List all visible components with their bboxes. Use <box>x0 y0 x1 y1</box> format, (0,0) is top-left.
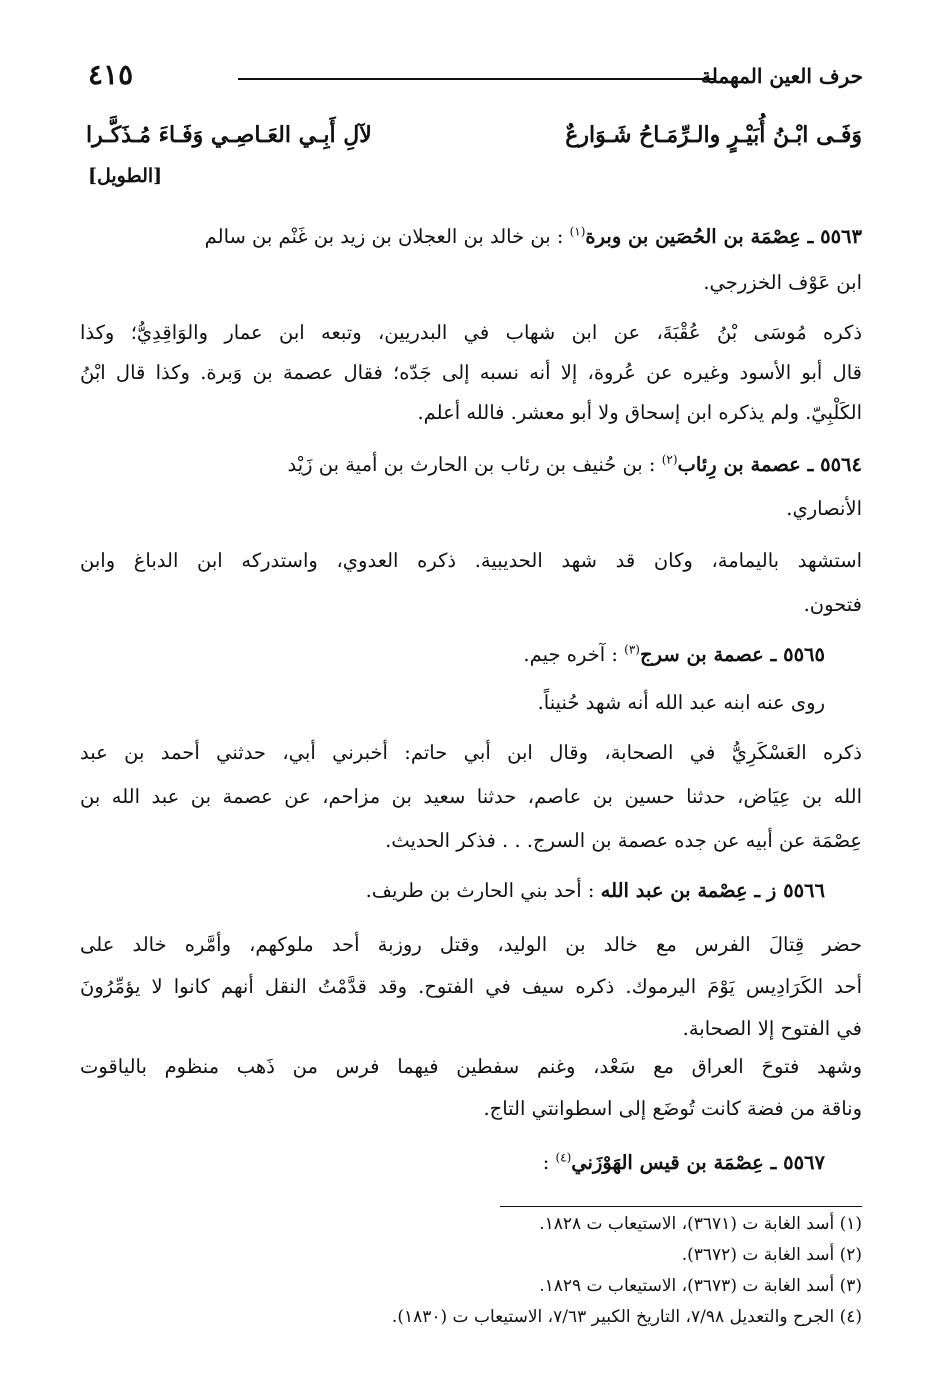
entry-5567-line-1 <box>80 1148 825 1180</box>
verse-hemistich-second: لآلِ أَبِـي العَـاصِـي وَفَـاءَ مُـذَكَّـرا <box>86 122 372 148</box>
entry-5567-colon: : <box>542 1151 556 1174</box>
entry-5566-para-1-line-3: في الفتوح إلا الصحابة. <box>682 1017 862 1040</box>
page-header <box>88 58 863 98</box>
footnote-3: (٣) أسد الغابة ت (٣٦٧٣)، الاستيعاب ت ١٨٢٩. <box>539 1276 862 1296</box>
entry-5563-lineage: : بن خالد بن العجلان بن زيد بن غَنْم بن سالم <box>204 225 570 248</box>
entry-5565-para-2-line-3: عِصْمَة عن أبيه عن جده عصمة بن السرج. . . فذكر الحديث. <box>385 829 862 852</box>
entry-5563-para-line-3: الكَلْبِيّ. ولم يذكره ابن إسحاق ولا أبو معشر. فالله أعلم. <box>417 401 862 424</box>
entry-5564-line-1 <box>80 450 862 482</box>
entry-5565-para-1: روى عنه ابنه عبد الله أنه شهد حُنيناً. <box>537 691 825 714</box>
entry-5564-lineage: : بن حُنيف بن رئاب بن الحارث بن أمية بن زَيْد <box>287 453 662 476</box>
footnote-2: (٢) أسد الغابة ت (٣٦٧٢). <box>681 1245 862 1265</box>
running-title: حرف العين المهملة <box>701 64 863 88</box>
entry-5565-heading: ٥٥٦٥ ـ عصمة بن سرج <box>639 643 825 666</box>
entry-5566-para-1-line-1: حضر قِتالَ الفرس مع خالد بن الوليد، وقتل روزبة أحد ملوكهم، وأمَّره خالد على <box>80 933 862 956</box>
entry-5566-line-1 <box>80 876 825 908</box>
entry-5564-para-line-2: فتحون. <box>803 593 862 616</box>
entry-5563-heading: ٥٥٦٣ ـ عِصْمَة بن الحُصَين بن وبرة <box>585 225 862 248</box>
entry-5566-para-1-line-2: أحد الكَرَادِيس يَوْمَ اليرموك. ذكره سيف في الفتوح. وقد قدَّمْتُ النقل أنهم كانوا لا يؤمِّرُونَ <box>80 975 862 998</box>
entry-5565-note: : آخره جيم. <box>523 643 625 666</box>
entry-5563-para-line-2: قال أبو الأسود وغيره عن عُروة، إلا أنه نسبه إلى جَدّه؛ فقال عصمة بن وَبرة. وكذا قال ابْنُ <box>80 361 862 384</box>
entry-5565-para-2-line-1: ذكره العَسْكَرِيُّ في الصحابة، وقال ابن أبي حاتم: أخبرني أبي، حدثني أحمد بن عبد <box>80 741 862 764</box>
entry-5566-para-2-line-2: وناقة من فضة كانت تُوضَع إلى اسطوانتي التاج. <box>483 1097 862 1120</box>
entry-5566-heading: ٥٥٦٦ ز ـ عِصْمة بن عبد الله <box>600 879 825 902</box>
entry-5564-heading: ٥٥٦٤ ـ عصمة بن رِئاب <box>677 453 862 476</box>
entry-5563-line-1 <box>80 222 862 254</box>
footnote-rule <box>500 1206 862 1207</box>
entry-5565-para-2-line-2: الله بن عِيَاض، حدثنا حسين بن عاصم، حدثنا سعيد بن مزاحم، عن عصمة بن عبد الله بن <box>80 785 862 808</box>
footnote-ref-2: (٢) <box>661 452 678 467</box>
header-rule <box>238 78 715 80</box>
footnote-ref-4: (٤) <box>555 1150 572 1165</box>
entry-5564-para-line-1: استشهد باليمامة، وكان قد شهد الحديبية. ذكره العدوي، واستدركه ابن الدباغ وابن <box>80 549 862 572</box>
footnote-ref-3: (٣) <box>624 642 640 657</box>
verse-hemistich-first: وَفَـى ابْـنُ أُبَيْـرٍ والـرِّمَـاحُ شَـوَارعٌ <box>565 122 862 148</box>
entry-5563-para-line-1: ذكره مُوسَى بْنُ عُقْبَةَ، عن ابن شهاب في البدريين، وتبعه ابن عمار والوَاقِدِيُّ؛ وكذا <box>80 321 862 344</box>
verse-meter: [الطويل] <box>88 165 163 187</box>
footnote-1: (١) أسد الغابة ت (٣٦٧١)، الاستيعاب ت ١٨٢٨. <box>539 1214 862 1234</box>
footnote-4: (٤) الجرح والتعديل ٧/٩٨، التاريخ الكبير ٧/٦٣، الاستيعاب ت (١٨٣٠). <box>391 1307 862 1327</box>
page-number: ٤١٥ <box>88 58 134 91</box>
entry-5564-line-2: الأنصاري. <box>786 497 862 520</box>
entry-5566-para-2-line-1: وشهد فتوحَ العراق مع سَعْد، وغنم سفطين فيهما فرس من ذَهب منظوم بالياقوت <box>80 1055 862 1078</box>
entry-5567-heading: ٥٥٦٧ ـ عِصْمَة بن قيس الهَوْزَني <box>571 1151 825 1174</box>
entry-5563-line-2: ابن عَوْف الخزرجي. <box>703 271 862 294</box>
entry-5565-line-1 <box>80 640 825 672</box>
footnote-ref-1: (١) <box>569 224 586 239</box>
entry-5566-note: : أحد بني الحارث بن طريف. <box>365 879 595 902</box>
